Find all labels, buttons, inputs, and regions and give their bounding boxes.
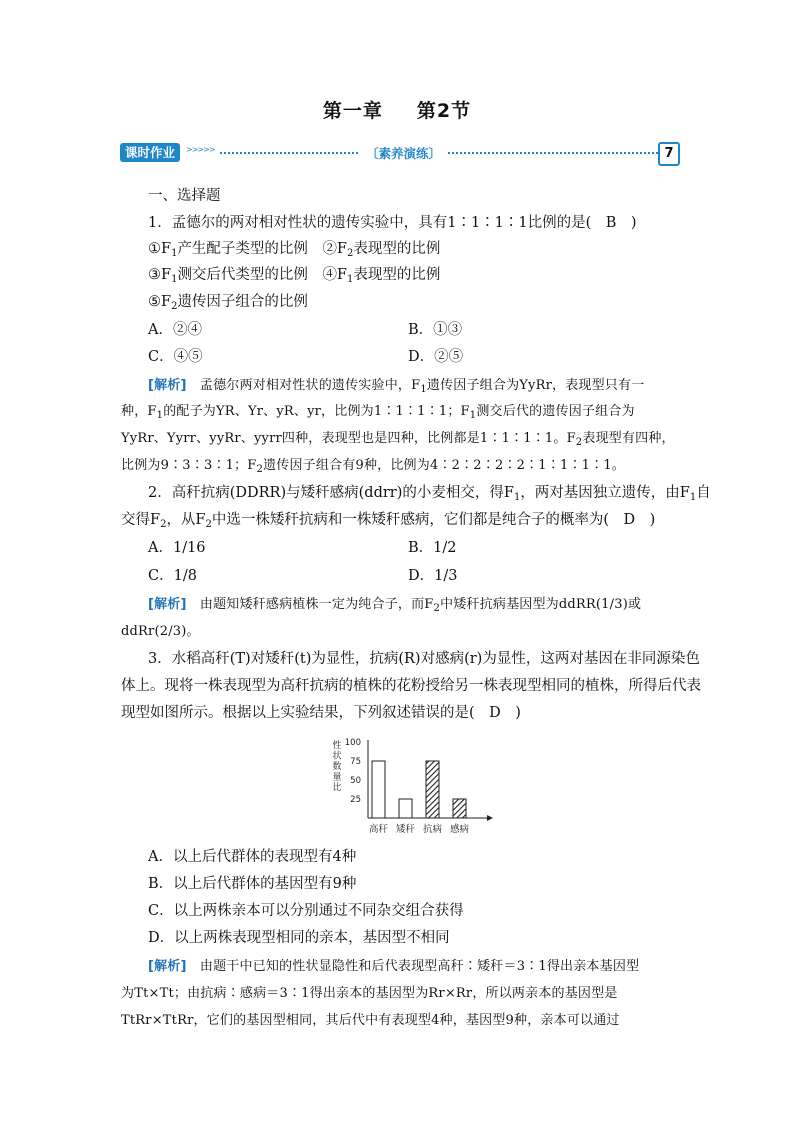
chart-ylabel-char: 数 bbox=[332, 762, 342, 772]
q3-analysis-line3: TtRr×TtRr，它们的基因型相同，其后代中有表现型4种，基因型9种，亲本可以通过 bbox=[121, 1013, 620, 1028]
chart-category-label: 感病 bbox=[449, 824, 470, 835]
q2-option-d: D．1/3 bbox=[408, 568, 458, 584]
q1-analysis-line4: 比例为9∶3∶3∶1；$F_2$遗传因子组合有9种，比例为4∶2∶2∶2∶2∶1∶1∶1∶1。 bbox=[121, 458, 625, 475]
chart-bar-3 bbox=[426, 761, 439, 818]
q1-option-a: A．②④ bbox=[148, 322, 202, 338]
q3-option-a: A．以上后代群体的表现型有4种 bbox=[148, 849, 357, 865]
q1-items-row2: $③F_1$测交后代类型的比例 $④F_1$表现型的比例 bbox=[148, 267, 441, 285]
chart-bar-1 bbox=[372, 761, 385, 818]
chart-bar-4 bbox=[453, 799, 466, 818]
q3-stem-line3: 现型如图所示。根据以上实验结果，下列叙述错误的是( D ) bbox=[121, 705, 521, 721]
banner-arrows: >>>>> bbox=[186, 145, 215, 154]
chart-ylabel-char: 量 bbox=[332, 772, 342, 783]
q1-items-row1: $①F_1$产生配子类型的比例 $②F_2$表现型的比例 bbox=[148, 241, 441, 259]
banner-tag: 课时作业 bbox=[120, 143, 180, 162]
q2-stem-line1: 2．高秆抗病(DDRR)与矮秆感病(ddrr)的小麦相交，得$F_1$，两对基因独立遗传，由$F_1$自 bbox=[148, 485, 711, 503]
q1-items-row3: $⑤F_2$遗传因子组合的比例 bbox=[148, 294, 308, 312]
analysis-tag: [解析] bbox=[148, 597, 187, 612]
chart-ylabel-char: 比 bbox=[332, 783, 342, 793]
q1-option-d: D．②⑤ bbox=[408, 349, 464, 365]
chart-bar-2 bbox=[399, 799, 412, 818]
q3-analysis-line1: [解析] 由题干中已知的性状显隐性和后代表现型高秆∶矮秆＝3∶1得出亲本基因型 bbox=[148, 959, 640, 974]
chapter-label: 第一章 bbox=[322, 100, 383, 122]
chart-category-label: 高秆 bbox=[368, 824, 389, 835]
chart-x-axis-arrow bbox=[487, 815, 493, 821]
q1-analysis-line2: 种，$F_1$的配子为YR、Yr、yR、yr，比例为1∶1∶1∶1；$F_1$测交后代的遗传因子组合为 bbox=[121, 404, 635, 421]
q1-stem: 1．孟德尔的两对相对性状的遗传实验中，具有1∶1∶1∶1比例的是( B ) bbox=[148, 215, 637, 231]
chart-y-tick-label: 50 bbox=[350, 776, 361, 786]
chart-y-tick-label: 75 bbox=[350, 757, 361, 767]
q2-analysis-line2: ddRr(2/3)。 bbox=[121, 624, 200, 639]
section-label: 第2节 bbox=[416, 100, 472, 122]
q3-stem-line1: 3．水稻高秆(T)对矮秆(t)为显性，抗病(R)对感病(r)为显性，这两对基因在非同源染色 bbox=[148, 651, 700, 667]
analysis-tag: [解析] bbox=[148, 378, 187, 393]
chart-ylabel-char: 状 bbox=[332, 751, 342, 762]
q2-analysis-line1: [解析] 由题知矮秆感病植株一定为纯合子，而$F_2$中矮秆抗病基因型为ddRR(1/3)或 bbox=[148, 597, 642, 614]
analysis-tag: [解析] bbox=[148, 959, 187, 974]
q3-option-b: B．以上后代群体的基因型有9种 bbox=[148, 876, 357, 892]
q3-analysis-line2: 为Tt×Tt；由抗病∶感病＝3∶1得出亲本的基因型为Rr×Rr，所以两亲本的基因型是 bbox=[121, 986, 618, 1001]
chart-ylabel-char: 性 bbox=[332, 741, 342, 751]
chart-y-tick-label: 100 bbox=[344, 738, 361, 748]
homework-banner bbox=[120, 142, 680, 164]
q3-option-d: D．以上两株表现型相同的亲本，基因型不相同 bbox=[148, 930, 450, 946]
q1-analysis-line3: YyRr、Yyrr、yyRr、yyrr四种，表现型也是四种，比例都是1∶1∶1∶1。$F_2$表现型有四种， bbox=[121, 431, 675, 448]
q2-option-a: A．1/16 bbox=[148, 540, 206, 556]
q1-option-c: C．④⑤ bbox=[148, 349, 203, 365]
chart-y-axis-label bbox=[332, 739, 341, 793]
banner-middle-label: 〔素养演练〕 bbox=[360, 144, 447, 162]
q1-analysis-line1: [解析] 孟德尔两对相对性状的遗传实验中，$F_1$遗传因子组合为YyRr，表现型只有一 bbox=[148, 378, 645, 395]
q2-option-c: C．1/8 bbox=[148, 568, 197, 584]
q3-option-c: C．以上两株亲本可以分别通过不同杂交组合获得 bbox=[148, 903, 464, 919]
section-heading: 一、选择题 bbox=[148, 188, 221, 204]
chart-category-label: 矮秆 bbox=[395, 824, 416, 835]
q1-option-b: B．①③ bbox=[408, 322, 463, 338]
banner-page-number: 7 bbox=[658, 142, 680, 166]
chart-y-tick-label: 25 bbox=[350, 795, 361, 805]
phenotype-bar-chart bbox=[325, 734, 495, 840]
q2-option-b: B．1/2 bbox=[408, 540, 457, 556]
q3-stem-line2: 体上。现将一株表现型为高秆抗病的植株的花粉授给另一株表现型相同的植株，所得后代表 bbox=[121, 678, 701, 694]
chart-category-label: 抗病 bbox=[422, 824, 443, 835]
page-title bbox=[0, 96, 794, 123]
q2-stem-line2: 交得$F_2$，从$F_2$中选一株矮秆抗病和一株矮秆感病，它们都是纯合子的概率为( D ) bbox=[121, 512, 656, 530]
